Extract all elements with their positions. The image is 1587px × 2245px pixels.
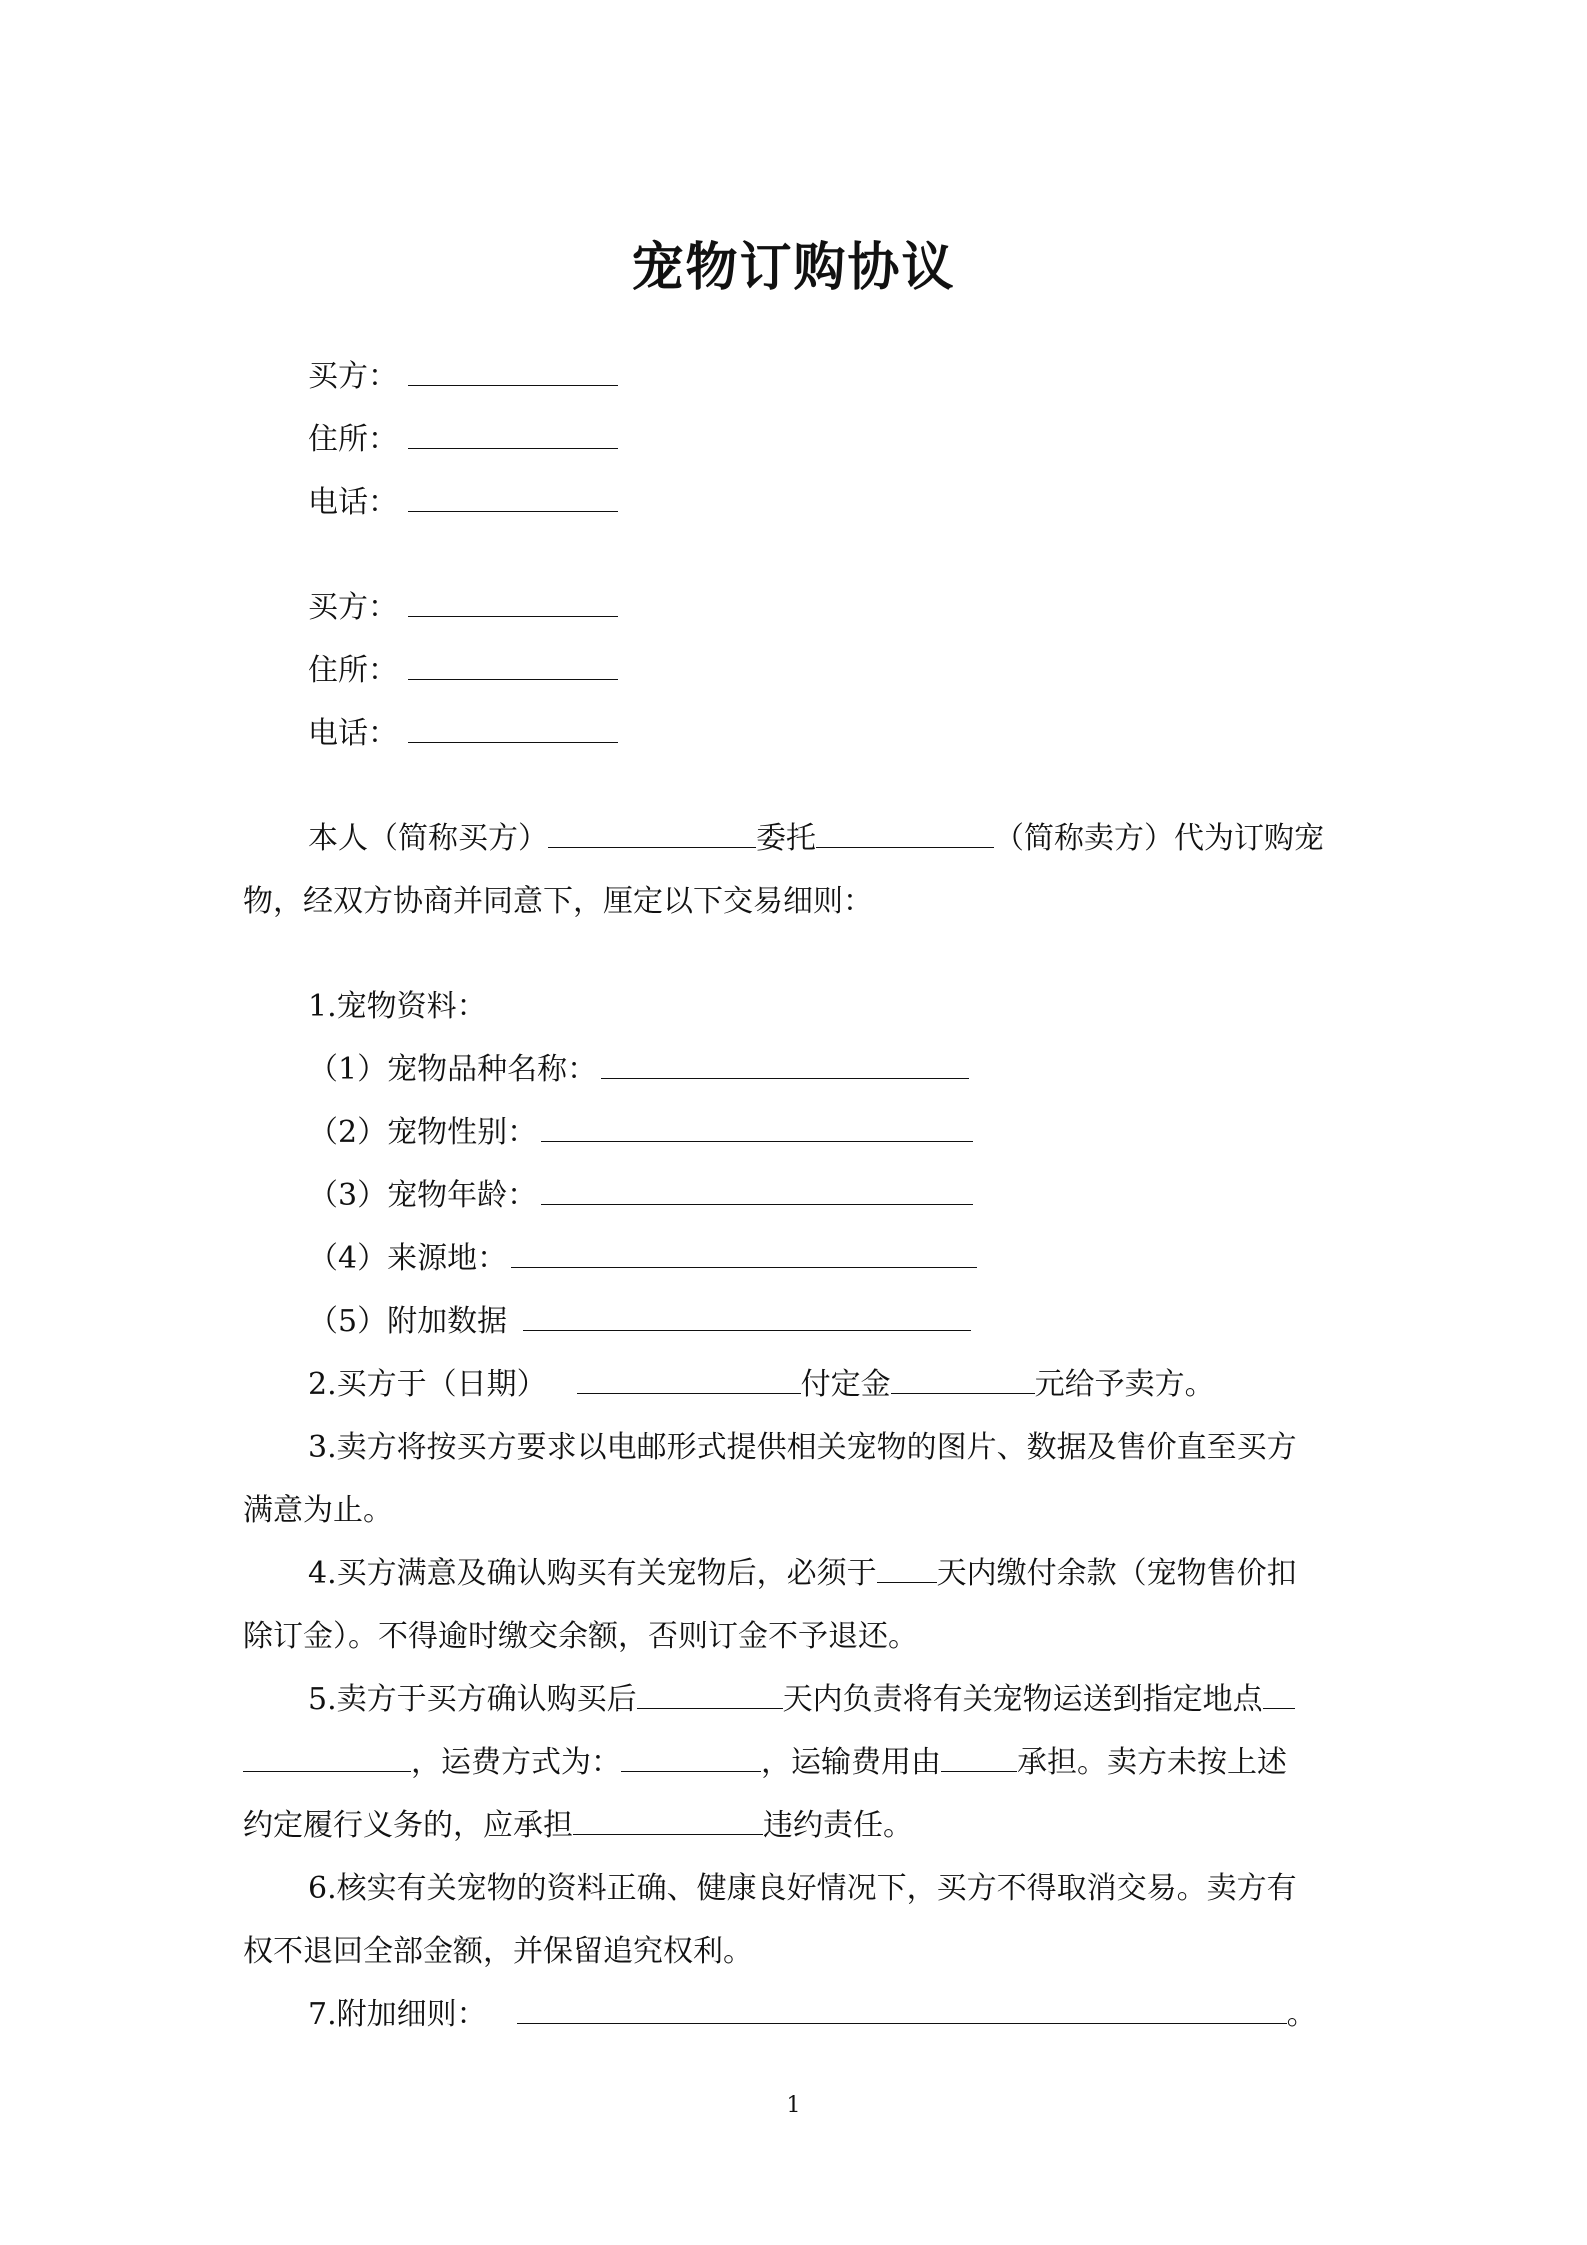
buyer-label: 买方： — [308, 359, 398, 394]
buyer-label: 买方： — [308, 590, 398, 625]
location-blank-continued[interactable] — [243, 1741, 411, 1772]
clause-text: 3.卖方将按买方要求以电邮形式提供相关宠物的图片、数据及售价直至买方 — [308, 1430, 1297, 1465]
pet-origin-blank[interactable] — [511, 1237, 977, 1268]
clause-7 — [308, 1993, 1317, 2037]
liability-blank[interactable] — [573, 1804, 763, 1835]
clause-6-line-1 — [308, 1867, 1297, 1911]
pet-gender-blank[interactable] — [541, 1111, 973, 1142]
additional-terms-blank[interactable] — [517, 1993, 1287, 2024]
pet-extra-label: （5）附加数据 — [308, 1304, 508, 1339]
clause-text: 2.买方于（日期） — [308, 1367, 547, 1402]
pet-breed-blank[interactable] — [601, 1048, 969, 1079]
pet-origin-row — [308, 1237, 977, 1281]
pet-age-row — [308, 1174, 973, 1218]
clause-text: 约定履行义务的，应承担 — [243, 1808, 573, 1843]
seller-blank[interactable] — [816, 817, 994, 848]
clause-4-line-2 — [243, 1615, 918, 1659]
location-blank[interactable] — [1263, 1678, 1295, 1709]
address-label: 住所： — [308, 653, 398, 688]
clause-2 — [308, 1363, 1215, 1407]
clause-text: 天内负责将有关宠物运送到指定地点 — [782, 1682, 1263, 1717]
clause-text: ，运费方式为： — [411, 1745, 621, 1780]
address-label: 住所： — [308, 422, 398, 457]
pet-extra-blank[interactable] — [523, 1300, 971, 1331]
clause-text: 5.卖方于买方确认购买后 — [308, 1682, 637, 1717]
phone-blank[interactable] — [408, 712, 618, 743]
clause-text: 。 — [1286, 1997, 1317, 2032]
buyer-name-blank[interactable] — [408, 586, 618, 617]
pet-breed-label: （1）宠物品种名称： — [308, 1052, 598, 1087]
phone-label: 电话： — [308, 716, 398, 751]
buyer-name-blank[interactable] — [408, 355, 618, 386]
clause-1-heading — [308, 985, 487, 1029]
address-blank[interactable] — [408, 418, 618, 449]
clause-text: 6.核实有关宠物的资料正确、健康良好情况下，买方不得取消交易。卖方有 — [308, 1871, 1297, 1906]
pet-gender-label: （2）宠物性别： — [308, 1115, 538, 1150]
buyer-blank[interactable] — [548, 817, 756, 848]
shipping-method-blank[interactable] — [621, 1741, 761, 1772]
party-b-buyer-row — [308, 586, 618, 630]
pet-origin-label: （4）来源地： — [308, 1241, 508, 1276]
days-blank[interactable] — [877, 1552, 937, 1583]
clause-3-line-1 — [308, 1426, 1297, 1470]
phone-label: 电话： — [308, 485, 398, 520]
intro-line-1 — [308, 817, 1324, 861]
party-b-address-row — [308, 649, 618, 693]
clause-text: 4.买方满意及确认购买有关宠物后，必须于 — [308, 1556, 877, 1591]
phone-blank[interactable] — [408, 481, 618, 512]
party-a-phone-row — [308, 481, 618, 525]
clause-4-line-1 — [308, 1552, 1297, 1596]
clause-text: ，运输费用由 — [761, 1745, 941, 1780]
clause-text: 除订金）。不得逾时缴交余额，否则订金不予退还。 — [243, 1619, 918, 1654]
deposit-blank[interactable] — [891, 1363, 1035, 1394]
pet-extra-row — [308, 1300, 971, 1344]
address-blank[interactable] — [408, 649, 618, 680]
document-title: 宠物订购协议 — [631, 237, 956, 298]
intro-text: 本人（简称买方） — [308, 821, 548, 856]
intro-text: 委托 — [756, 821, 816, 856]
pet-breed-row — [308, 1048, 969, 1092]
party-a-buyer-row — [308, 355, 618, 399]
cost-bearer-blank[interactable] — [941, 1741, 1017, 1772]
clause-text: 7.附加细则： — [308, 1997, 487, 2032]
clause-text: 元给予卖方。 — [1034, 1367, 1215, 1402]
page-number: 1 — [786, 2093, 801, 2118]
clause-3-line-2 — [243, 1489, 393, 1533]
intro-text: 物，经双方协商并同意下，厘定以下交易细则： — [243, 884, 873, 919]
clause-text: 满意为止。 — [243, 1493, 393, 1528]
party-b-phone-row — [308, 712, 618, 756]
delivery-days-blank[interactable] — [637, 1678, 783, 1709]
clause-5-line-2 — [243, 1741, 1287, 1785]
clause-text: 付定金 — [800, 1367, 891, 1402]
date-blank[interactable] — [577, 1363, 801, 1394]
clause-5-line-3 — [243, 1804, 913, 1848]
clause-heading: 1.宠物资料： — [308, 989, 487, 1024]
clause-text: 天内缴付余款（宠物售价扣 — [936, 1556, 1297, 1591]
clause-text: 承担。卖方未按上述 — [1017, 1745, 1287, 1780]
intro-text: （简称卖方）代为订购宠 — [994, 821, 1324, 856]
pet-age-blank[interactable] — [541, 1174, 973, 1205]
pet-gender-row — [308, 1111, 973, 1155]
clause-text: 权不退回全部金额，并保留追究权利。 — [243, 1934, 753, 1969]
clause-5-line-1 — [308, 1678, 1295, 1722]
pet-age-label: （3）宠物年龄： — [308, 1178, 538, 1213]
intro-line-2 — [243, 880, 873, 924]
clause-6-line-2 — [243, 1930, 753, 1974]
party-a-address-row — [308, 418, 618, 462]
clause-text: 违约责任。 — [763, 1808, 913, 1843]
